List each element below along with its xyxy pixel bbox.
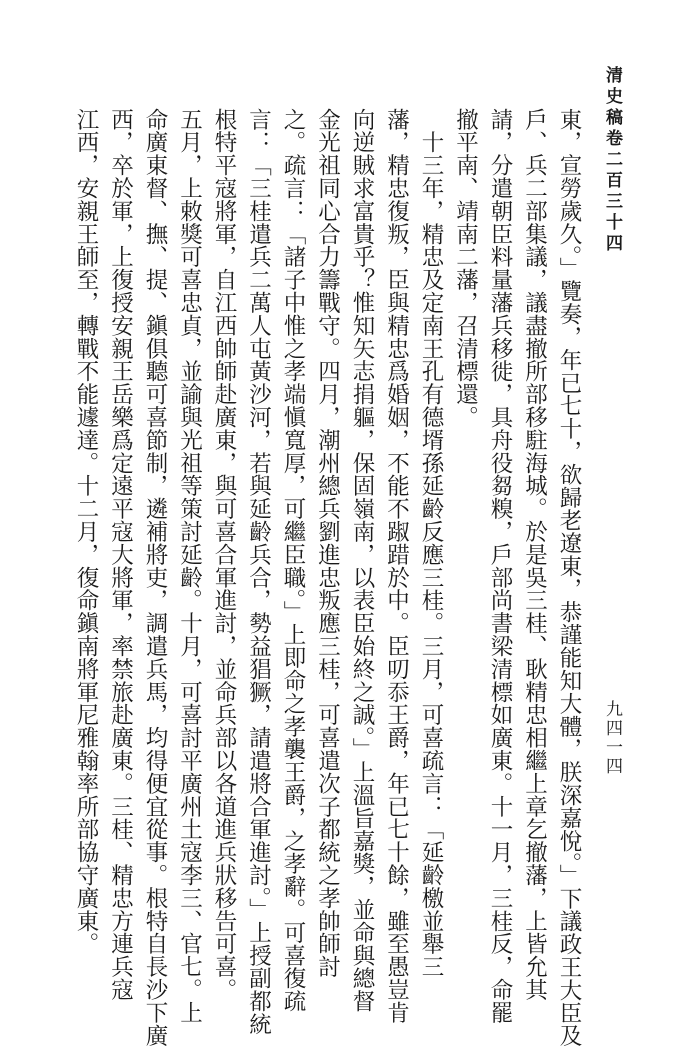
text-line: 之。疏言：「諸子中惟之孝端愼寬厚，可繼臣職。」上即命之孝襲王爵，之孝辭。可喜復疏 — [280, 108, 306, 1013]
text-line: 命廣東督、撫、提、鎭俱聽可喜節制，遴補將吏，調遣兵馬，均得便宜從事。根特自長沙下廣 — [142, 108, 168, 1047]
text-line: 戶、兵二部集議，議盡撤所部移駐海城。於是吳三桂、耿精忠相繼上章乞撤藩，上皆允其 — [521, 108, 548, 1002]
text-line: 十三年，精忠及定南王孔有德壻孫延齡反應三桂。三月，可喜疏言：「延齡檄並舉三 — [418, 108, 444, 979]
text-line: 金光祖同心合力籌戰守。四月，潮州總兵劉進忠叛應三桂，可喜遣次子都統之孝帥師討 — [314, 108, 341, 979]
page-number: 九四一四 — [602, 700, 622, 776]
text-line: 江西，安親王師至，轉戰不能遽達。十二月，復命鎭南將軍尼雅翰率所部協守廣東。 — [73, 108, 99, 956]
text-line: 西，卒於軍，上復授安親王岳樂爲定遠平寇大將軍，率禁旅赴廣東。三桂、精忠方連兵寇 — [107, 108, 134, 1002]
text-line: 言：「三桂遣兵二萬人屯黃沙河，若與延齡兵合，勢益猖獗，請遣將合軍進討。」上授副都統 — [245, 108, 272, 1036]
text-line: 向逆賊求富貴乎？惟知矢志捐軀，保固嶺南，以表臣始終之誠。」上溫旨嘉獎，並命與總督 — [349, 108, 375, 1013]
text-line: 五月，上敕獎可喜忠貞，並諭與光祖等策討延齡。十月，可喜討平廣州土寇李三、官七。上 — [176, 108, 203, 1024]
text-line: 東，宣勞歲久。」覽奏，年已七十，欲歸老遼東，恭謹能知大體，朕深嘉悅。」下議政王大臣及 — [556, 108, 582, 1047]
text-line: 根特平寇將軍，自江西帥師赴廣東，與可喜合軍進討，並命兵部以各道進兵狀移告可喜。 — [211, 108, 237, 1002]
text-line: 撤平南、靖南二藩，召清標還。 — [452, 108, 479, 429]
running-head-title: 清史稿卷二百三十四 — [602, 66, 622, 255]
body-text-block — [73, 108, 586, 1047]
text-line: 請，分遣朝臣料量藩兵移徙，具舟役芻糗，戶部尚書梁清標如廣東。十一月，三桂反，命罷 — [487, 108, 513, 1024]
text-line: 藩，精忠復叛，臣與精忠爲婚姻，不能不踧踖於中。臣叨忝王爵，年已七十餘，雖至愚豈肯 — [383, 108, 410, 1024]
